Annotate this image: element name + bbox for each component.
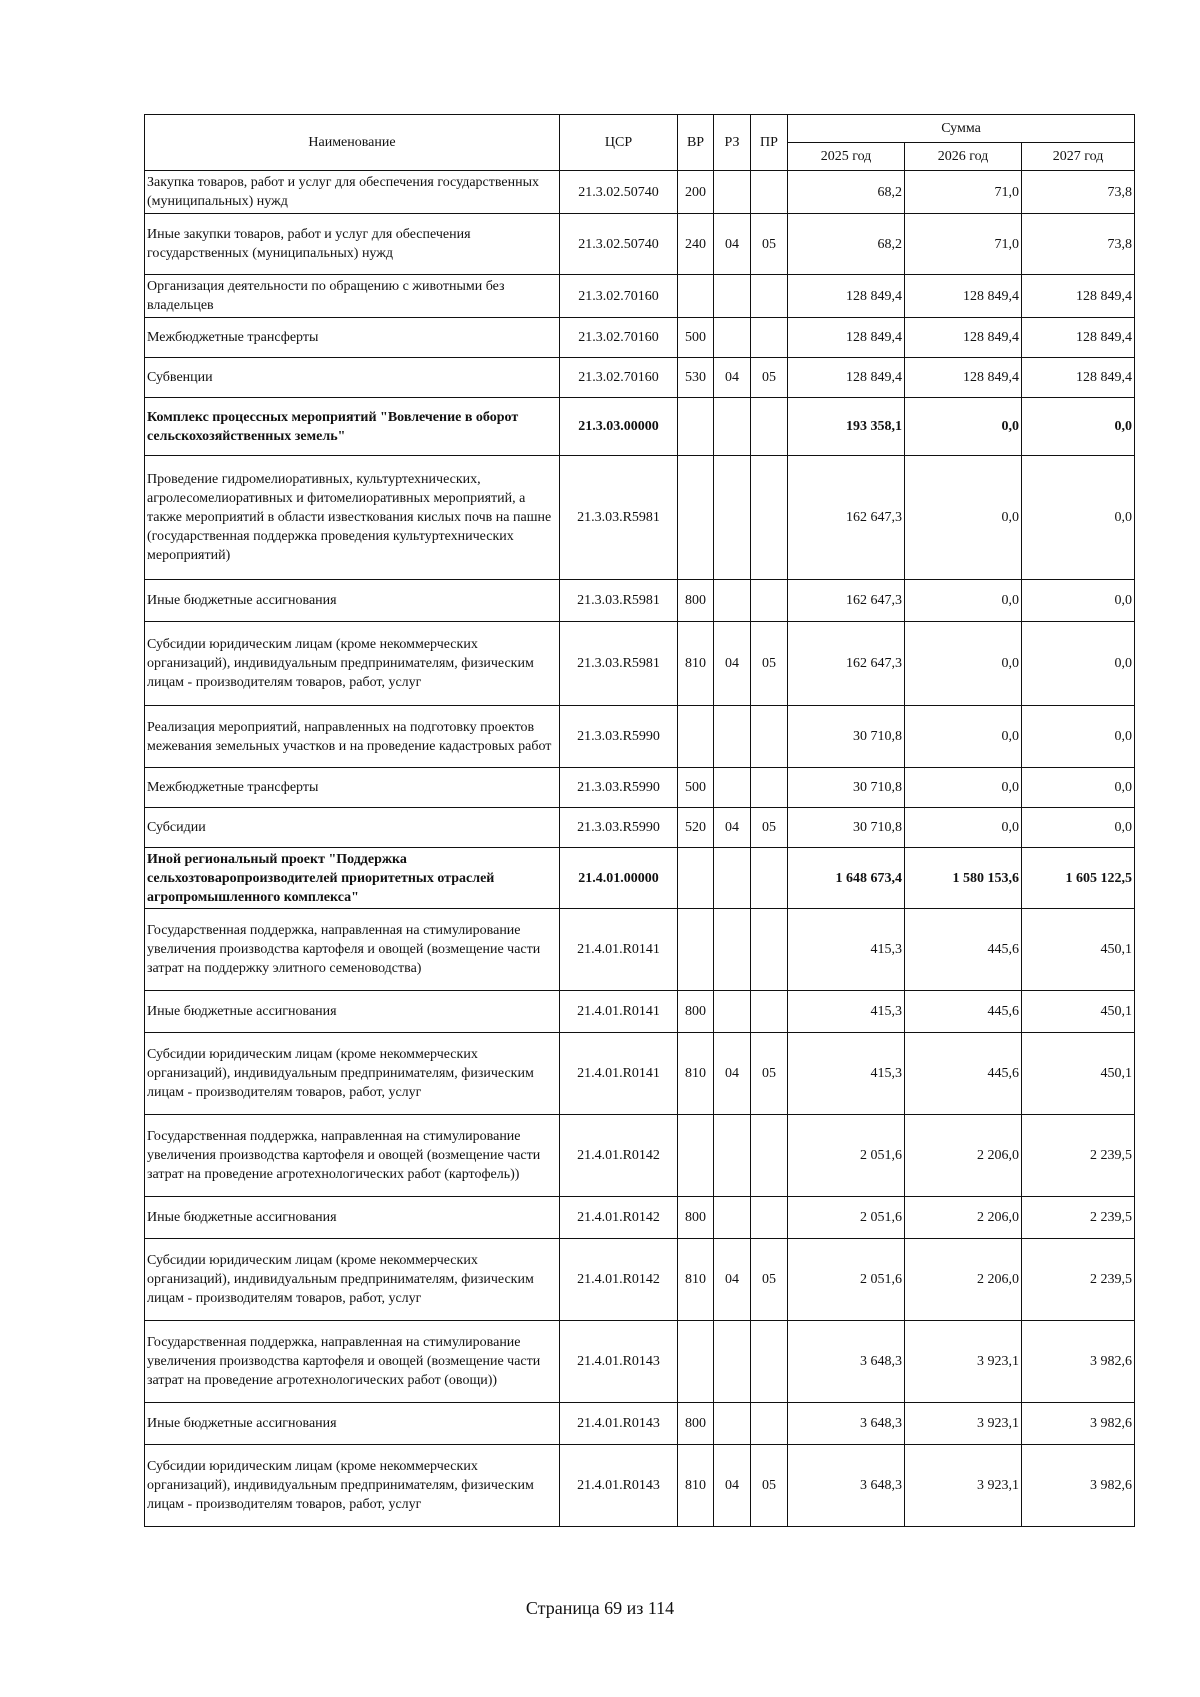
row-amount-2026: 128 849,4 xyxy=(905,358,1022,398)
row-amount-2026: 445,6 xyxy=(905,1033,1022,1115)
row-amount-2027: 0,0 xyxy=(1022,580,1135,622)
row-rz: 04 xyxy=(714,1445,751,1527)
row-name: Закупка товаров, работ и услуг для обеспечения государственных (муниципальных) нужд xyxy=(145,171,560,214)
row-rz xyxy=(714,580,751,622)
row-rz xyxy=(714,1197,751,1239)
row-pr xyxy=(751,706,788,768)
row-vr xyxy=(678,398,714,456)
row-vr: 800 xyxy=(678,580,714,622)
row-amount-2025: 128 849,4 xyxy=(788,358,905,398)
row-pr: 05 xyxy=(751,358,788,398)
row-amount-2027: 0,0 xyxy=(1022,622,1135,706)
row-pr xyxy=(751,318,788,358)
row-amount-2025: 68,2 xyxy=(788,214,905,275)
row-amount-2026: 3 923,1 xyxy=(905,1445,1022,1527)
row-name: Иные бюджетные ассигнования xyxy=(145,1403,560,1445)
row-vr: 500 xyxy=(678,318,714,358)
row-csr: 21.3.03.R5990 xyxy=(560,808,678,848)
table-row xyxy=(145,848,1135,909)
row-amount-2026: 2 206,0 xyxy=(905,1115,1022,1197)
row-rz xyxy=(714,848,751,909)
row-csr: 21.3.03.00000 xyxy=(560,398,678,456)
row-amount-2026: 2 206,0 xyxy=(905,1197,1022,1239)
row-name: Государственная поддержка, направленная на стимулирование увеличения производства картофеля и овощей (возмещение части затрат на проведение агротехнологических работ (овощи)) xyxy=(145,1321,560,1403)
row-vr xyxy=(678,1115,714,1197)
row-pr xyxy=(751,398,788,456)
row-amount-2025: 30 710,8 xyxy=(788,706,905,768)
table-row xyxy=(145,456,1135,580)
row-rz xyxy=(714,909,751,991)
row-vr xyxy=(678,909,714,991)
table-row xyxy=(145,398,1135,456)
row-name: Иные бюджетные ассигнования xyxy=(145,1197,560,1239)
row-amount-2025: 1 648 673,4 xyxy=(788,848,905,909)
row-csr: 21.3.03.R5990 xyxy=(560,706,678,768)
table-row xyxy=(145,1197,1135,1239)
row-amount-2025: 162 647,3 xyxy=(788,580,905,622)
row-name: Субвенции xyxy=(145,358,560,398)
row-pr xyxy=(751,1403,788,1445)
row-csr: 21.4.01.00000 xyxy=(560,848,678,909)
row-amount-2027: 128 849,4 xyxy=(1022,275,1135,318)
row-csr: 21.3.03.R5990 xyxy=(560,768,678,808)
row-amount-2025: 2 051,6 xyxy=(788,1239,905,1321)
table-row xyxy=(145,1445,1135,1527)
table-row xyxy=(145,358,1135,398)
row-vr: 500 xyxy=(678,768,714,808)
row-vr xyxy=(678,275,714,318)
row-rz xyxy=(714,1403,751,1445)
row-pr xyxy=(751,171,788,214)
row-vr: 520 xyxy=(678,808,714,848)
row-amount-2025: 3 648,3 xyxy=(788,1403,905,1445)
row-amount-2027: 450,1 xyxy=(1022,909,1135,991)
row-rz: 04 xyxy=(714,214,751,275)
row-amount-2025: 415,3 xyxy=(788,909,905,991)
row-pr: 05 xyxy=(751,214,788,275)
row-amount-2026: 3 923,1 xyxy=(905,1321,1022,1403)
row-amount-2026: 128 849,4 xyxy=(905,275,1022,318)
row-amount-2025: 162 647,3 xyxy=(788,456,905,580)
row-amount-2026: 445,6 xyxy=(905,991,1022,1033)
row-pr xyxy=(751,1321,788,1403)
table-row xyxy=(145,275,1135,318)
row-amount-2027: 0,0 xyxy=(1022,808,1135,848)
row-amount-2027: 3 982,6 xyxy=(1022,1321,1135,1403)
row-rz xyxy=(714,768,751,808)
table-row xyxy=(145,706,1135,768)
row-csr: 21.3.02.70160 xyxy=(560,275,678,318)
row-rz xyxy=(714,1115,751,1197)
row-vr: 810 xyxy=(678,1445,714,1527)
row-pr xyxy=(751,1115,788,1197)
row-name: Государственная поддержка, направленная на стимулирование увеличения производства картофеля и овощей (возмещение части затрат на поддержку элитного семеноводства) xyxy=(145,909,560,991)
row-amount-2026: 445,6 xyxy=(905,909,1022,991)
row-amount-2025: 3 648,3 xyxy=(788,1321,905,1403)
row-pr xyxy=(751,1197,788,1239)
row-pr xyxy=(751,580,788,622)
row-csr: 21.4.01.R0142 xyxy=(560,1239,678,1321)
row-pr xyxy=(751,848,788,909)
row-rz xyxy=(714,318,751,358)
row-csr: 21.4.01.R0142 xyxy=(560,1197,678,1239)
row-vr: 810 xyxy=(678,622,714,706)
table-row xyxy=(145,909,1135,991)
row-rz xyxy=(714,275,751,318)
row-csr: 21.3.03.R5981 xyxy=(560,456,678,580)
header-name: Наименование xyxy=(145,115,560,171)
row-name: Субсидии юридическим лицам (кроме некоммерческих организаций), индивидуальным предпринимателям, физическим лицам - производителям товаров, работ, услуг xyxy=(145,1033,560,1115)
row-amount-2027: 2 239,5 xyxy=(1022,1239,1135,1321)
row-pr: 05 xyxy=(751,808,788,848)
row-amount-2025: 3 648,3 xyxy=(788,1445,905,1527)
row-amount-2027: 3 982,6 xyxy=(1022,1445,1135,1527)
table-row xyxy=(145,808,1135,848)
table-row xyxy=(145,1321,1135,1403)
row-rz xyxy=(714,456,751,580)
row-amount-2027: 0,0 xyxy=(1022,398,1135,456)
table-row xyxy=(145,991,1135,1033)
row-name: Субсидии юридическим лицам (кроме некоммерческих организаций), индивидуальным предпринимателям, физическим лицам - производителям товаров, работ, услуг xyxy=(145,1445,560,1527)
row-amount-2025: 30 710,8 xyxy=(788,768,905,808)
row-amount-2025: 415,3 xyxy=(788,991,905,1033)
row-vr xyxy=(678,456,714,580)
row-amount-2025: 193 358,1 xyxy=(788,398,905,456)
row-amount-2027: 2 239,5 xyxy=(1022,1115,1135,1197)
row-csr: 21.4.01.R0141 xyxy=(560,909,678,991)
row-amount-2026: 2 206,0 xyxy=(905,1239,1022,1321)
row-name: Субсидии юридическим лицам (кроме некоммерческих организаций), индивидуальным предпринимателям, физическим лицам - производителям товаров, работ, услуг xyxy=(145,622,560,706)
row-csr: 21.4.01.R0141 xyxy=(560,1033,678,1115)
row-vr xyxy=(678,848,714,909)
row-csr: 21.3.03.R5981 xyxy=(560,580,678,622)
row-name: Организация деятельности по обращению с животными без владельцев xyxy=(145,275,560,318)
row-amount-2027: 0,0 xyxy=(1022,768,1135,808)
table-row xyxy=(145,1115,1135,1197)
row-amount-2025: 68,2 xyxy=(788,171,905,214)
row-name: Иные бюджетные ассигнования xyxy=(145,580,560,622)
row-pr xyxy=(751,909,788,991)
header-year-2027: 2027 год xyxy=(1022,143,1135,171)
row-vr: 240 xyxy=(678,214,714,275)
header-rz: РЗ xyxy=(714,115,751,171)
row-name: Субсидии xyxy=(145,808,560,848)
row-csr: 21.4.01.R0143 xyxy=(560,1403,678,1445)
row-rz xyxy=(714,398,751,456)
row-amount-2026: 0,0 xyxy=(905,808,1022,848)
header-year-2026: 2026 год xyxy=(905,143,1022,171)
row-amount-2025: 162 647,3 xyxy=(788,622,905,706)
row-rz xyxy=(714,1321,751,1403)
row-pr: 05 xyxy=(751,1033,788,1115)
table-row xyxy=(145,1403,1135,1445)
row-amount-2025: 2 051,6 xyxy=(788,1197,905,1239)
row-amount-2025: 128 849,4 xyxy=(788,275,905,318)
row-vr: 800 xyxy=(678,1197,714,1239)
table-row xyxy=(145,1239,1135,1321)
row-rz: 04 xyxy=(714,1239,751,1321)
page-number: Страница 69 из 114 xyxy=(525,1598,675,1618)
row-name: Государственная поддержка, направленная на стимулирование увеличения производства картофеля и овощей (возмещение части затрат на проведение агротехнологических работ (картофель)) xyxy=(145,1115,560,1197)
row-amount-2027: 73,8 xyxy=(1022,214,1135,275)
row-name: Иные бюджетные ассигнования xyxy=(145,991,560,1033)
row-vr: 800 xyxy=(678,991,714,1033)
row-rz: 04 xyxy=(714,358,751,398)
row-pr xyxy=(751,275,788,318)
row-vr: 530 xyxy=(678,358,714,398)
row-csr: 21.4.01.R0143 xyxy=(560,1445,678,1527)
table-row xyxy=(145,768,1135,808)
row-rz: 04 xyxy=(714,622,751,706)
row-csr: 21.4.01.R0143 xyxy=(560,1321,678,1403)
table-row xyxy=(145,580,1135,622)
header-vr: ВР xyxy=(678,115,714,171)
row-csr: 21.3.02.70160 xyxy=(560,318,678,358)
row-pr: 05 xyxy=(751,622,788,706)
row-amount-2026: 0,0 xyxy=(905,768,1022,808)
header-pr: ПР xyxy=(751,115,788,171)
row-csr: 21.3.03.R5981 xyxy=(560,622,678,706)
row-amount-2027: 1 605 122,5 xyxy=(1022,848,1135,909)
table-row xyxy=(145,214,1135,275)
row-csr: 21.3.02.70160 xyxy=(560,358,678,398)
row-name: Иные закупки товаров, работ и услуг для обеспечения государственных (муниципальных) нужд xyxy=(145,214,560,275)
row-amount-2027: 450,1 xyxy=(1022,1033,1135,1115)
row-amount-2026: 0,0 xyxy=(905,580,1022,622)
row-name: Иной региональный проект "Поддержка сельхозтоваропроизводителей приоритетных отраслей агропромышленного комплекса" xyxy=(145,848,560,909)
row-name: Субсидии юридическим лицам (кроме некоммерческих организаций), индивидуальным предпринимателям, физическим лицам - производителям товаров, работ, услуг xyxy=(145,1239,560,1321)
row-amount-2026: 128 849,4 xyxy=(905,318,1022,358)
row-vr xyxy=(678,1321,714,1403)
table-row xyxy=(145,171,1135,214)
row-rz xyxy=(714,991,751,1033)
row-csr: 21.4.01.R0141 xyxy=(560,991,678,1033)
row-vr: 810 xyxy=(678,1239,714,1321)
row-amount-2026: 0,0 xyxy=(905,706,1022,768)
row-rz: 04 xyxy=(714,1033,751,1115)
row-amount-2026: 71,0 xyxy=(905,214,1022,275)
row-amount-2025: 128 849,4 xyxy=(788,318,905,358)
row-amount-2026: 71,0 xyxy=(905,171,1022,214)
row-name: Реализация мероприятий, направленных на подготовку проектов межевания земельных участков и на проведение кадастровых работ xyxy=(145,706,560,768)
row-vr: 810 xyxy=(678,1033,714,1115)
row-amount-2025: 415,3 xyxy=(788,1033,905,1115)
row-name: Комплекс процессных мероприятий "Вовлечение в оборот сельскохозяйственных земель" xyxy=(145,398,560,456)
row-amount-2027: 450,1 xyxy=(1022,991,1135,1033)
row-amount-2026: 0,0 xyxy=(905,622,1022,706)
row-rz xyxy=(714,171,751,214)
row-rz: 04 xyxy=(714,808,751,848)
row-pr: 05 xyxy=(751,1239,788,1321)
header-csr: ЦСР xyxy=(560,115,678,171)
row-rz xyxy=(714,706,751,768)
row-amount-2027: 0,0 xyxy=(1022,706,1135,768)
row-name: Проведение гидромелиоративных, культуртехнических, агролесомелиоративных и фитомелиоративных мероприятий, а также мероприятий в области известкования кислых почв на пашне (государственная поддержка проведения культуртехнических мероприятий) xyxy=(145,456,560,580)
row-amount-2026: 1 580 153,6 xyxy=(905,848,1022,909)
table-row xyxy=(145,1033,1135,1115)
table-row xyxy=(145,622,1135,706)
row-amount-2026: 0,0 xyxy=(905,456,1022,580)
row-csr: 21.3.02.50740 xyxy=(560,171,678,214)
row-csr: 21.3.02.50740 xyxy=(560,214,678,275)
row-vr: 800 xyxy=(678,1403,714,1445)
row-amount-2027: 128 849,4 xyxy=(1022,358,1135,398)
header-year-2025: 2025 год xyxy=(788,143,905,171)
row-name: Межбюджетные трансферты xyxy=(145,318,560,358)
row-pr: 05 xyxy=(751,1445,788,1527)
row-amount-2025: 30 710,8 xyxy=(788,808,905,848)
row-pr xyxy=(751,768,788,808)
row-amount-2025: 2 051,6 xyxy=(788,1115,905,1197)
header-sum: Сумма xyxy=(788,115,1135,143)
row-amount-2027: 2 239,5 xyxy=(1022,1197,1135,1239)
row-csr: 21.4.01.R0142 xyxy=(560,1115,678,1197)
row-amount-2027: 128 849,4 xyxy=(1022,318,1135,358)
row-amount-2027: 0,0 xyxy=(1022,456,1135,580)
row-amount-2027: 73,8 xyxy=(1022,171,1135,214)
row-amount-2027: 3 982,6 xyxy=(1022,1403,1135,1445)
row-vr: 200 xyxy=(678,171,714,214)
budget-table xyxy=(144,114,1135,1527)
row-pr xyxy=(751,456,788,580)
row-pr xyxy=(751,991,788,1033)
row-amount-2026: 0,0 xyxy=(905,398,1022,456)
table-row xyxy=(145,318,1135,358)
row-name: Межбюджетные трансферты xyxy=(145,768,560,808)
row-amount-2026: 3 923,1 xyxy=(905,1403,1022,1445)
row-vr xyxy=(678,706,714,768)
